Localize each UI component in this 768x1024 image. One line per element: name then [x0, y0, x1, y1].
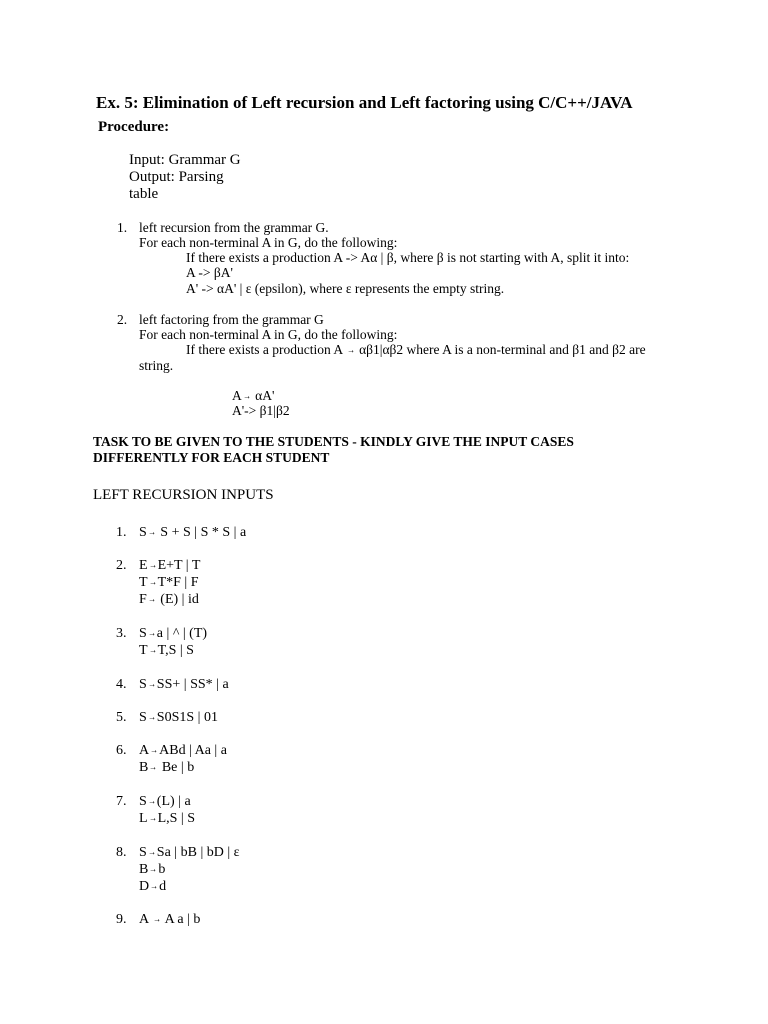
production-rule: A'-> β1|β2 [232, 403, 290, 418]
input-number: 6. [116, 743, 127, 758]
step-number: 2. [117, 312, 128, 327]
arrow-icon: → [147, 712, 156, 723]
production-lhs: S [139, 626, 147, 641]
grammar-production [139, 846, 240, 860]
grammar-production [139, 526, 246, 540]
input-number: 4. [116, 677, 127, 692]
production-lhs: S [139, 845, 147, 860]
production-lhs: S [139, 794, 147, 809]
production-rhs: (E) | id [156, 592, 199, 607]
input-number: 3. [116, 626, 127, 641]
production-rule: A -> βA' [186, 265, 233, 280]
step-text [186, 343, 646, 357]
production-rhs: T*F | F [157, 575, 199, 590]
production-lhs: S [139, 710, 147, 725]
grammar-production [139, 576, 199, 590]
arrow-icon: → [149, 864, 158, 875]
grammar-production [139, 880, 166, 894]
step-heading: left recursion from the grammar G. [139, 220, 329, 235]
production-rhs: Sa | bB | bD | ε [156, 845, 240, 860]
grammar-production [139, 559, 200, 573]
production-rhs: S0S1S | 01 [156, 710, 218, 725]
arrow-icon: → [147, 847, 156, 858]
production-rhs: A a | b [161, 912, 201, 927]
production-lhs: A [232, 388, 242, 403]
input-number: 2. [116, 558, 127, 573]
production-rhs: L,S | S [157, 811, 195, 826]
step-text: For each non-terminal A in G, do the following: [139, 327, 398, 342]
production-rhs: S + S | S * S | a [156, 525, 247, 540]
output-line: Output: Parsing [129, 169, 224, 185]
grammar-production [139, 711, 218, 725]
production-rhs: ABd | Aa | a [159, 743, 227, 758]
input-number: 8. [116, 845, 127, 860]
arrow-icon: → [148, 560, 157, 571]
arrow-icon: → [147, 628, 156, 639]
production-lhs: E [139, 558, 148, 573]
production-lhs: L [139, 811, 148, 826]
grammar-production [139, 795, 191, 809]
grammar-production [139, 863, 165, 877]
arrow-icon: → [147, 594, 156, 605]
step-text: If there exists a production A -> Aα | β, where β is not starting with A, split it into: [186, 250, 630, 265]
step-text-part: If there exists a production A [186, 342, 343, 357]
procedure-label: Procedure: [98, 119, 170, 135]
grammar-production [139, 744, 227, 758]
production-rhs: SS+ | SS* | a [156, 677, 229, 692]
arrow-icon: → [148, 813, 157, 824]
production-lhs: F [139, 592, 147, 607]
production-rhs: (L) | a [156, 794, 191, 809]
page-title: Ex. 5: Elimination of Left recursion and Left factoring using C/C++/JAVA [96, 93, 633, 112]
step-text: string. [139, 358, 174, 373]
arrow-icon: → [147, 796, 156, 807]
production-rhs: E+T | T [157, 558, 201, 573]
input-number: 9. [116, 912, 127, 927]
arrow-icon: → [147, 679, 156, 690]
grammar-production [139, 644, 194, 658]
production-rhs: b [158, 862, 166, 877]
production-lhs: B [139, 760, 149, 775]
production-lhs: A [139, 912, 152, 927]
grammar-production [139, 812, 195, 826]
production-lhs: T [139, 643, 148, 658]
grammar-production [139, 761, 194, 775]
grammar-production [139, 627, 207, 641]
section-heading: LEFT RECURSION INPUTS [93, 487, 274, 503]
arrow-icon: → [147, 527, 156, 538]
grammar-production [139, 913, 200, 927]
grammar-production [139, 678, 229, 692]
production-rule [232, 389, 274, 403]
production-lhs: D [139, 879, 150, 894]
production-lhs: B [139, 862, 149, 877]
step-number: 1. [117, 220, 128, 235]
task-heading: DIFFERENTLY FOR EACH STUDENT [93, 450, 330, 465]
production-rule: A' -> αA' | ε (epsilon), where ε represents the empty string. [186, 281, 505, 296]
arrow-icon: → [148, 645, 157, 656]
production-lhs: T [139, 575, 148, 590]
input-number: 1. [116, 525, 127, 540]
arrow-icon: → [150, 881, 159, 892]
arrow-icon: → [149, 762, 158, 773]
arrow-icon: → [148, 577, 157, 588]
production-lhs: S [139, 677, 147, 692]
grammar-production [139, 593, 199, 607]
output-line-cont: table [129, 186, 159, 202]
step-heading: left factoring from the grammar G [139, 312, 324, 327]
production-rhs: αA' [251, 388, 275, 403]
production-lhs: A [139, 743, 150, 758]
arrow-icon: → [346, 345, 355, 356]
production-rhs: T,S | S [157, 643, 194, 658]
task-heading: TASK TO BE GIVEN TO THE STUDENTS - KINDLY GIVE THE INPUT CASES [93, 434, 574, 449]
step-text: For each non-terminal A in G, do the following: [139, 235, 398, 250]
input-number: 5. [116, 710, 127, 725]
production-rhs: a | ^ | (T) [156, 626, 208, 641]
arrow-icon: → [150, 745, 159, 756]
production-rhs: d [159, 879, 167, 894]
arrow-icon: → [242, 391, 251, 402]
input-number: 7. [116, 794, 127, 809]
arrow-icon: → [152, 914, 161, 925]
production-rhs: Be | b [158, 760, 195, 775]
production-lhs: S [139, 525, 147, 540]
step-text-part: αβ1|αβ2 where A is a non-terminal and β1 and β2 are [355, 342, 646, 357]
input-line: Input: Grammar G [129, 152, 241, 168]
